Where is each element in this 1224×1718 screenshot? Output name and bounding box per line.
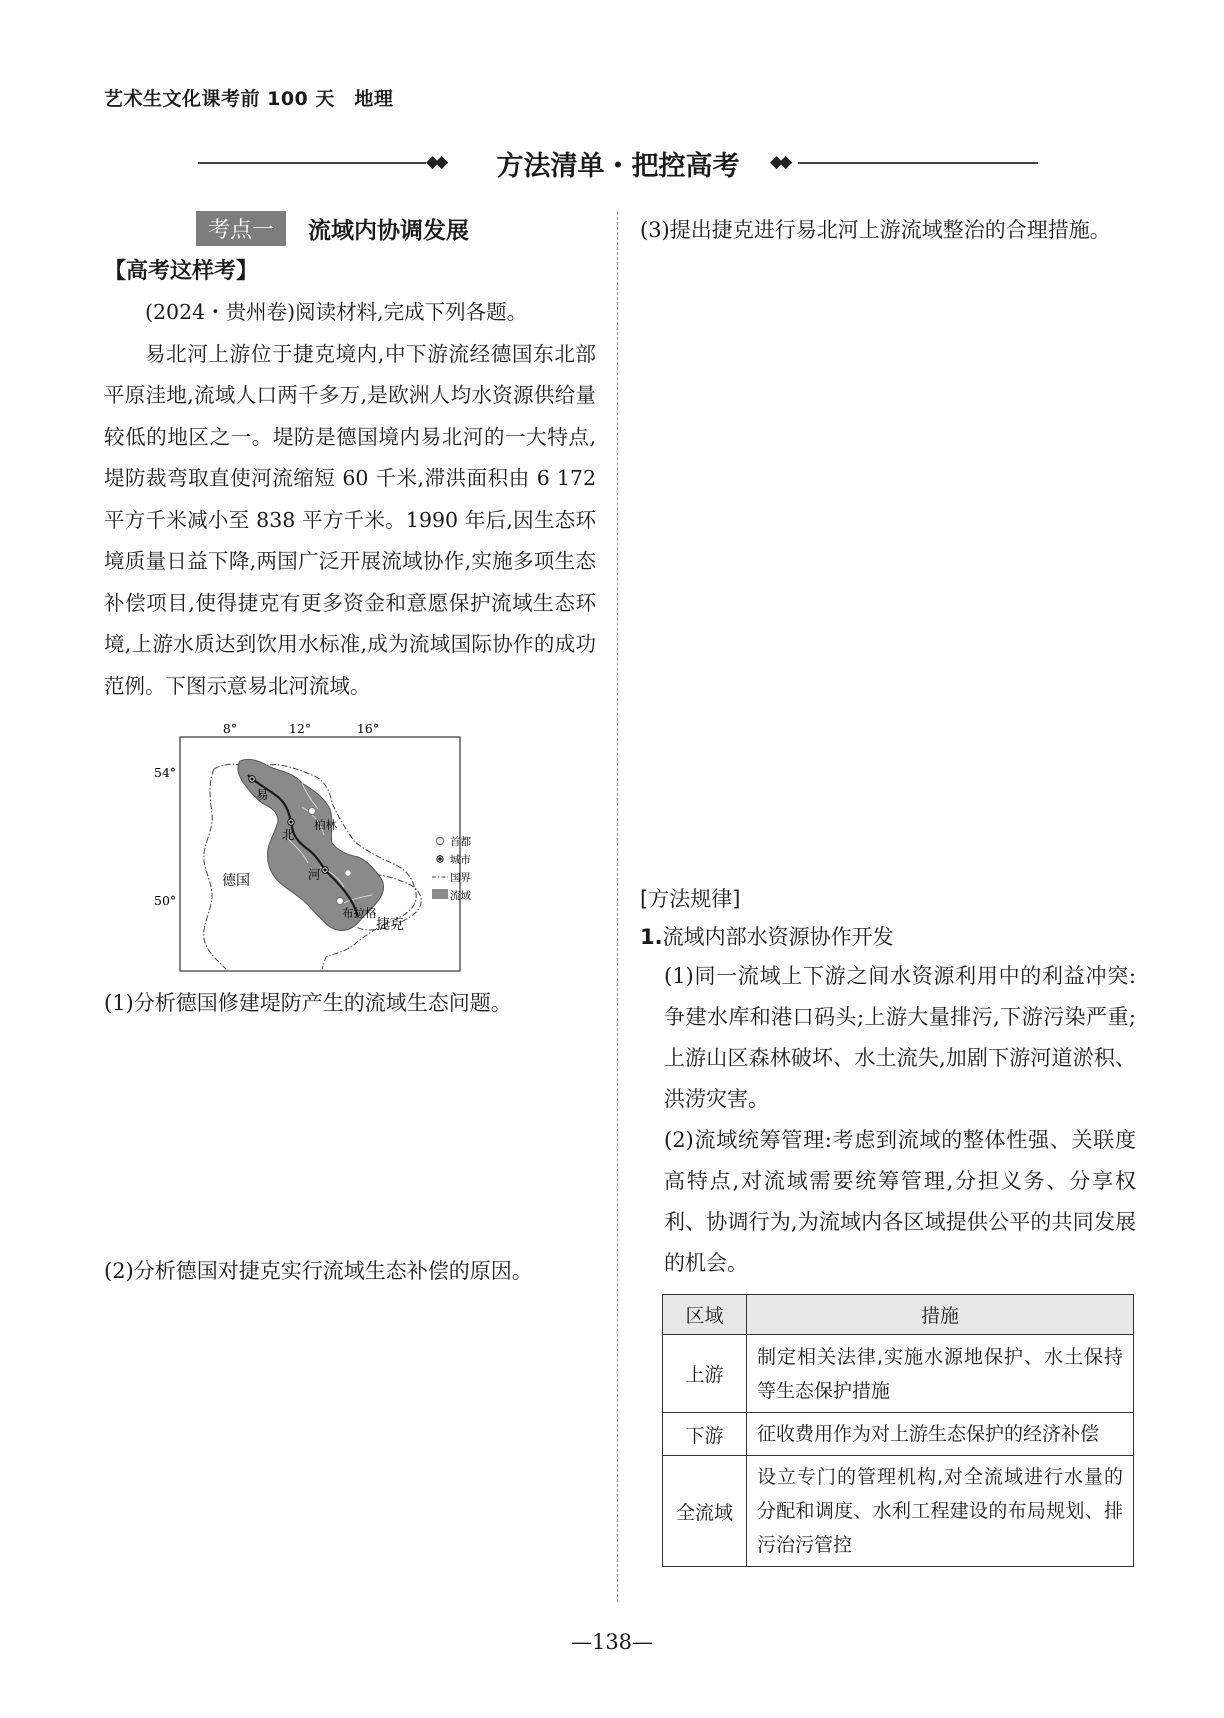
table-cell-region: 下游 — [663, 1413, 747, 1456]
p1-body: 争建水库和港口码头;上游大量排污,下游污染严重;上游山区森林破坏、水土流失,加剧下游河道淤积、洪涝灾害。 — [664, 1005, 1136, 1111]
banner-rule-right — [798, 162, 1038, 164]
legend-capital: 首都 — [450, 836, 471, 848]
lon-label: 16° — [356, 721, 380, 736]
country-label-germany: 德国 — [222, 873, 250, 889]
capital-marker — [336, 897, 343, 904]
method-paragraph-2 — [640, 1120, 1136, 1284]
section-banner — [198, 140, 1038, 184]
page-number: —138— — [570, 1630, 654, 1654]
capital-marker — [308, 807, 315, 814]
p2-lead: (2)流域统筹管理: — [664, 1128, 832, 1152]
river-label: 河 — [308, 867, 321, 882]
right-column — [640, 210, 1136, 1567]
question-2: (2)分析德国对捷克实行流域生态补偿的原因。 — [104, 1259, 533, 1283]
table-cell-measure: 制定相关法律,实施水源地保护、水土保持等生态保护措施 — [747, 1335, 1134, 1413]
method-subheading-number: 1. — [640, 925, 663, 949]
column-divider — [617, 212, 618, 1602]
river-label: 北 — [282, 827, 295, 842]
measures-table — [662, 1294, 1134, 1567]
legend-city: 城市 — [450, 854, 471, 866]
river-label: 易 — [256, 787, 269, 802]
table-cell-measure: 设立专门的管理机构,对全流域进行水量的分配和调度、水利工程建设的布局规划、排污治污管控 — [747, 1456, 1134, 1567]
running-head: 艺术生文化课考前 100 天 地理 — [104, 88, 394, 110]
p2-body: 考虑到流域的整体性强、关联度高特点,对流域需要统筹管理,分担义务、分享权利、协调行为,为流域内各区域提供公平的共同发展的机会。 — [664, 1128, 1137, 1275]
source-line: (2024・贵州卷)阅读材料,完成下列各题。 — [145, 300, 528, 324]
table-header-measure: 措施 — [747, 1295, 1134, 1335]
table-row — [663, 1335, 1134, 1413]
legend-border: 国界 — [450, 872, 471, 884]
table-header-region: 区域 — [663, 1295, 747, 1335]
method-subheading — [640, 918, 1136, 956]
table-row — [663, 1456, 1134, 1567]
legend-basin: 流域 — [450, 890, 471, 902]
map-figure — [152, 717, 502, 975]
diamond-ornament-icon: ◆◆ — [426, 152, 445, 172]
lon-label: 12° — [288, 721, 312, 736]
city-label-prague: 布拉格 — [342, 906, 377, 920]
city-label-berlin: 柏林 — [314, 818, 337, 832]
lat-label: 54° — [154, 765, 177, 780]
left-column — [104, 210, 596, 1291]
method-paragraph-1 — [640, 956, 1136, 1120]
banner-title: 方法清单・把控高考 — [496, 151, 740, 182]
table-cell-region: 上游 — [663, 1335, 747, 1413]
p1-lead: (1)同一流域上下游之间水资源利用中的利益冲突: — [664, 964, 1136, 988]
question-3: (3)提出捷克进行易北河上游流域整治的合理措施。 — [640, 218, 1111, 242]
table-row — [663, 1413, 1134, 1456]
method-subheading-text: 流域内部水资源协作开发 — [662, 925, 894, 949]
topic-title: 流域内协调发展 — [308, 217, 470, 244]
lat-label: 50° — [154, 893, 177, 908]
material-paragraph: 易北河上游位于捷克境内,中下游流经德国东北部平原洼地,流域人口两千多万,是欧洲人均水资源供给量较低的地区之一。堤防是德国境内易北河的一大特点,堤防裁弯取直使河流缩短 60 千米,滞洪面积由 6 172 平方千米减小至 838 平方千米。1990 年后,因生态环境质量日益下降,两国广泛开展流域协作,实施多项生态补偿项目,使得捷克有更多资金和意愿保护流域生态环境,上游水质达到饮用水标准,成为流域国际协作的成功范例。下图示意易北河流域。 — [104, 341, 596, 698]
method-heading: [方法规律] — [640, 887, 741, 911]
topic-badge: 考点一 — [196, 211, 286, 246]
table-cell-region: 全流域 — [663, 1456, 747, 1567]
topic-heading — [196, 210, 596, 246]
table-cell-measure: 征收费用作为对上游生态保护的经济补偿 — [747, 1413, 1134, 1456]
question-1: (1)分析德国修建堤防产生的流域生态问题。 — [104, 991, 512, 1015]
table-header-row — [663, 1295, 1134, 1335]
exam-heading: 【高考这样考】 — [104, 259, 259, 284]
country-label-czech: 捷克 — [376, 917, 404, 933]
lon-label: 8° — [222, 721, 238, 736]
elbe-basin-map — [152, 717, 596, 975]
diamond-ornament-icon: ◆◆ — [770, 152, 789, 172]
